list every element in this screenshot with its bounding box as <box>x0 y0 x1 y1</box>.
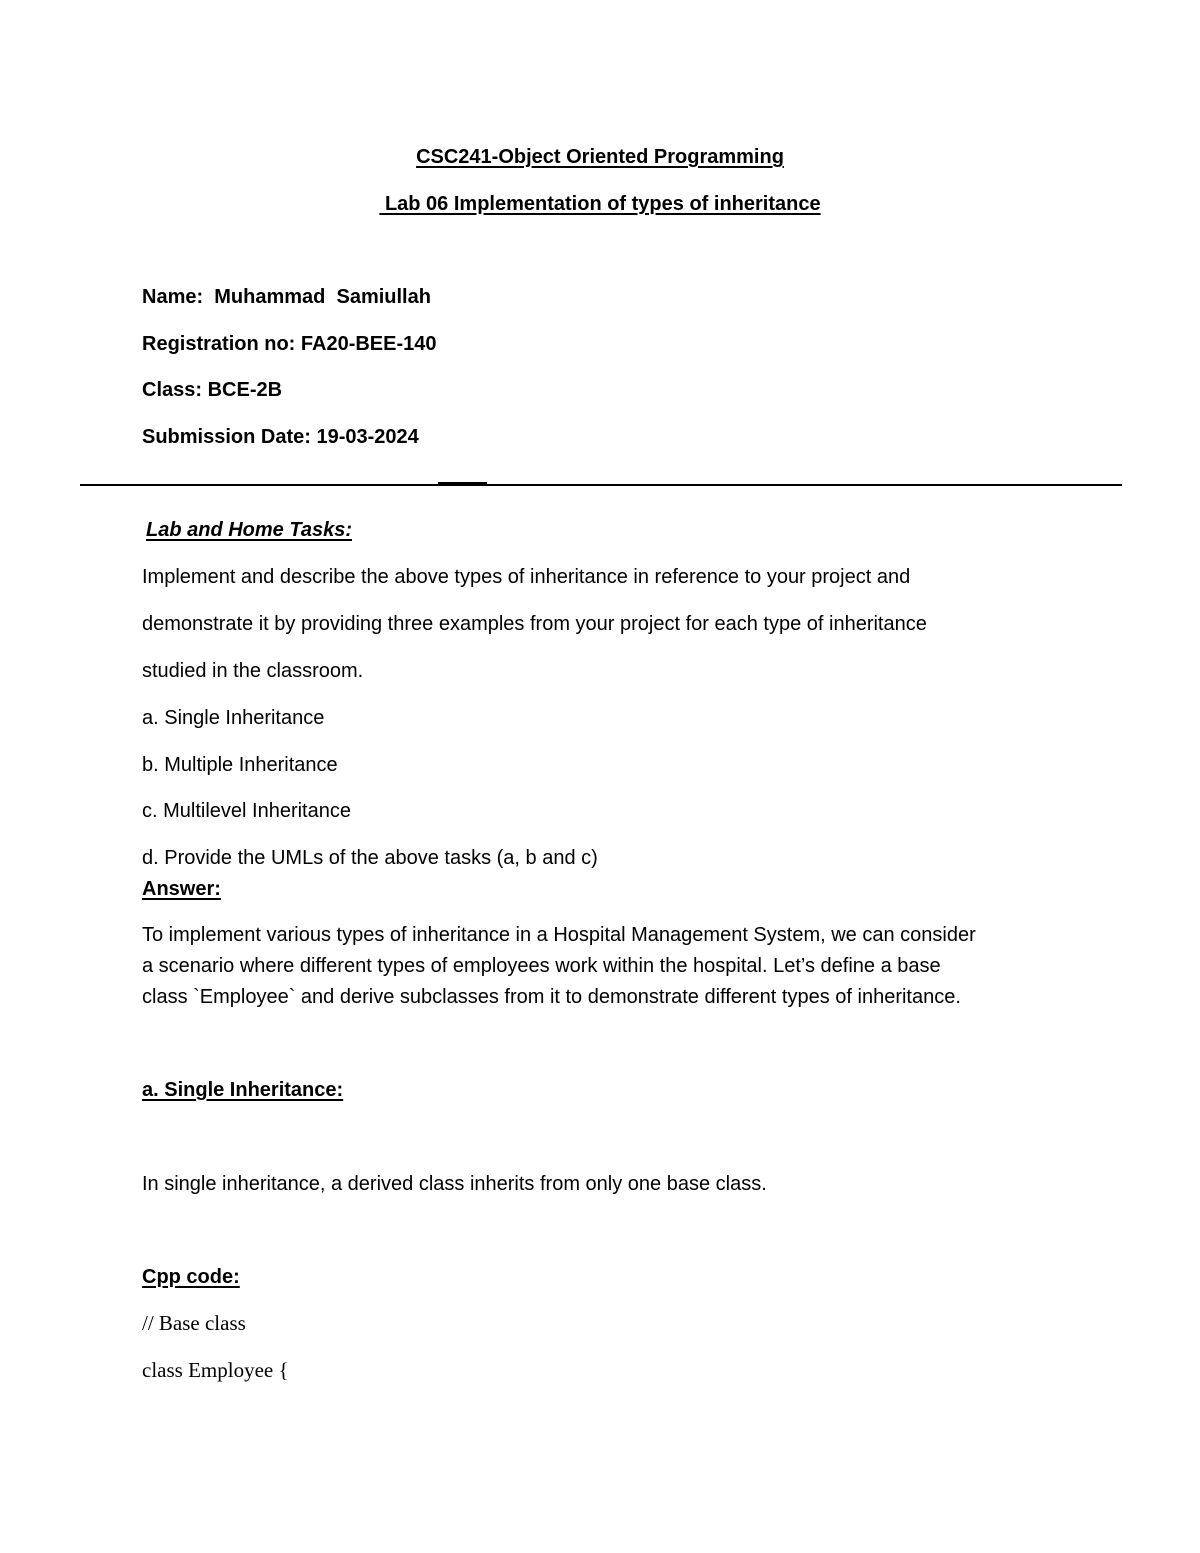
task-item-multilevel: c. Multilevel Inheritance <box>142 800 351 822</box>
answer-paragraph-line: To implement various types of inheritance in a Hospital Management System, we can consider <box>142 924 976 946</box>
lab-title: Lab 06 Implementation of types of inheritance <box>379 193 821 215</box>
course-title: CSC241-Object Oriented Programming <box>416 146 784 168</box>
answer-paragraph-line: a scenario where different types of employees work within the hospital. Let’s define a base <box>142 955 941 977</box>
registration-number: Registration no: FA20-BEE-140 <box>142 333 437 355</box>
single-inheritance-description: In single inheritance, a derived class inherits from only one base class. <box>142 1173 767 1195</box>
tasks-intro-line: Implement and describe the above types of inheritance in reference to your project and <box>142 566 911 588</box>
tasks-intro-line: demonstrate it by providing three examples from your project for each type of inheritance <box>142 613 927 635</box>
task-item-uml: d. Provide the UMLs of the above tasks (a, b and c) <box>142 847 598 869</box>
single-inheritance-heading: a. Single Inheritance: <box>142 1079 344 1101</box>
submission-date: Submission Date: 19-03-2024 <box>142 426 419 448</box>
task-item-single: a. Single Inheritance <box>142 707 325 729</box>
task-item-multiple: b. Multiple Inheritance <box>142 754 338 776</box>
student-name: Name: Muhammad Samiullah <box>142 286 431 308</box>
code-line: // Base class <box>142 1311 246 1335</box>
answer-heading: Answer: <box>142 878 221 900</box>
horizontal-divider <box>80 484 1122 486</box>
class-info: Class: BCE-2B <box>142 379 283 401</box>
divider-segment <box>438 482 487 484</box>
answer-paragraph-line: class `Employee` and derive subclasses from it to demonstrate different types of inheritance. <box>142 986 961 1008</box>
code-line: class Employee { <box>142 1358 289 1382</box>
cpp-code-heading: Cpp code: <box>142 1266 240 1288</box>
tasks-intro-line: studied in the classroom. <box>142 660 364 682</box>
tasks-heading: Lab and Home Tasks: <box>146 519 352 541</box>
